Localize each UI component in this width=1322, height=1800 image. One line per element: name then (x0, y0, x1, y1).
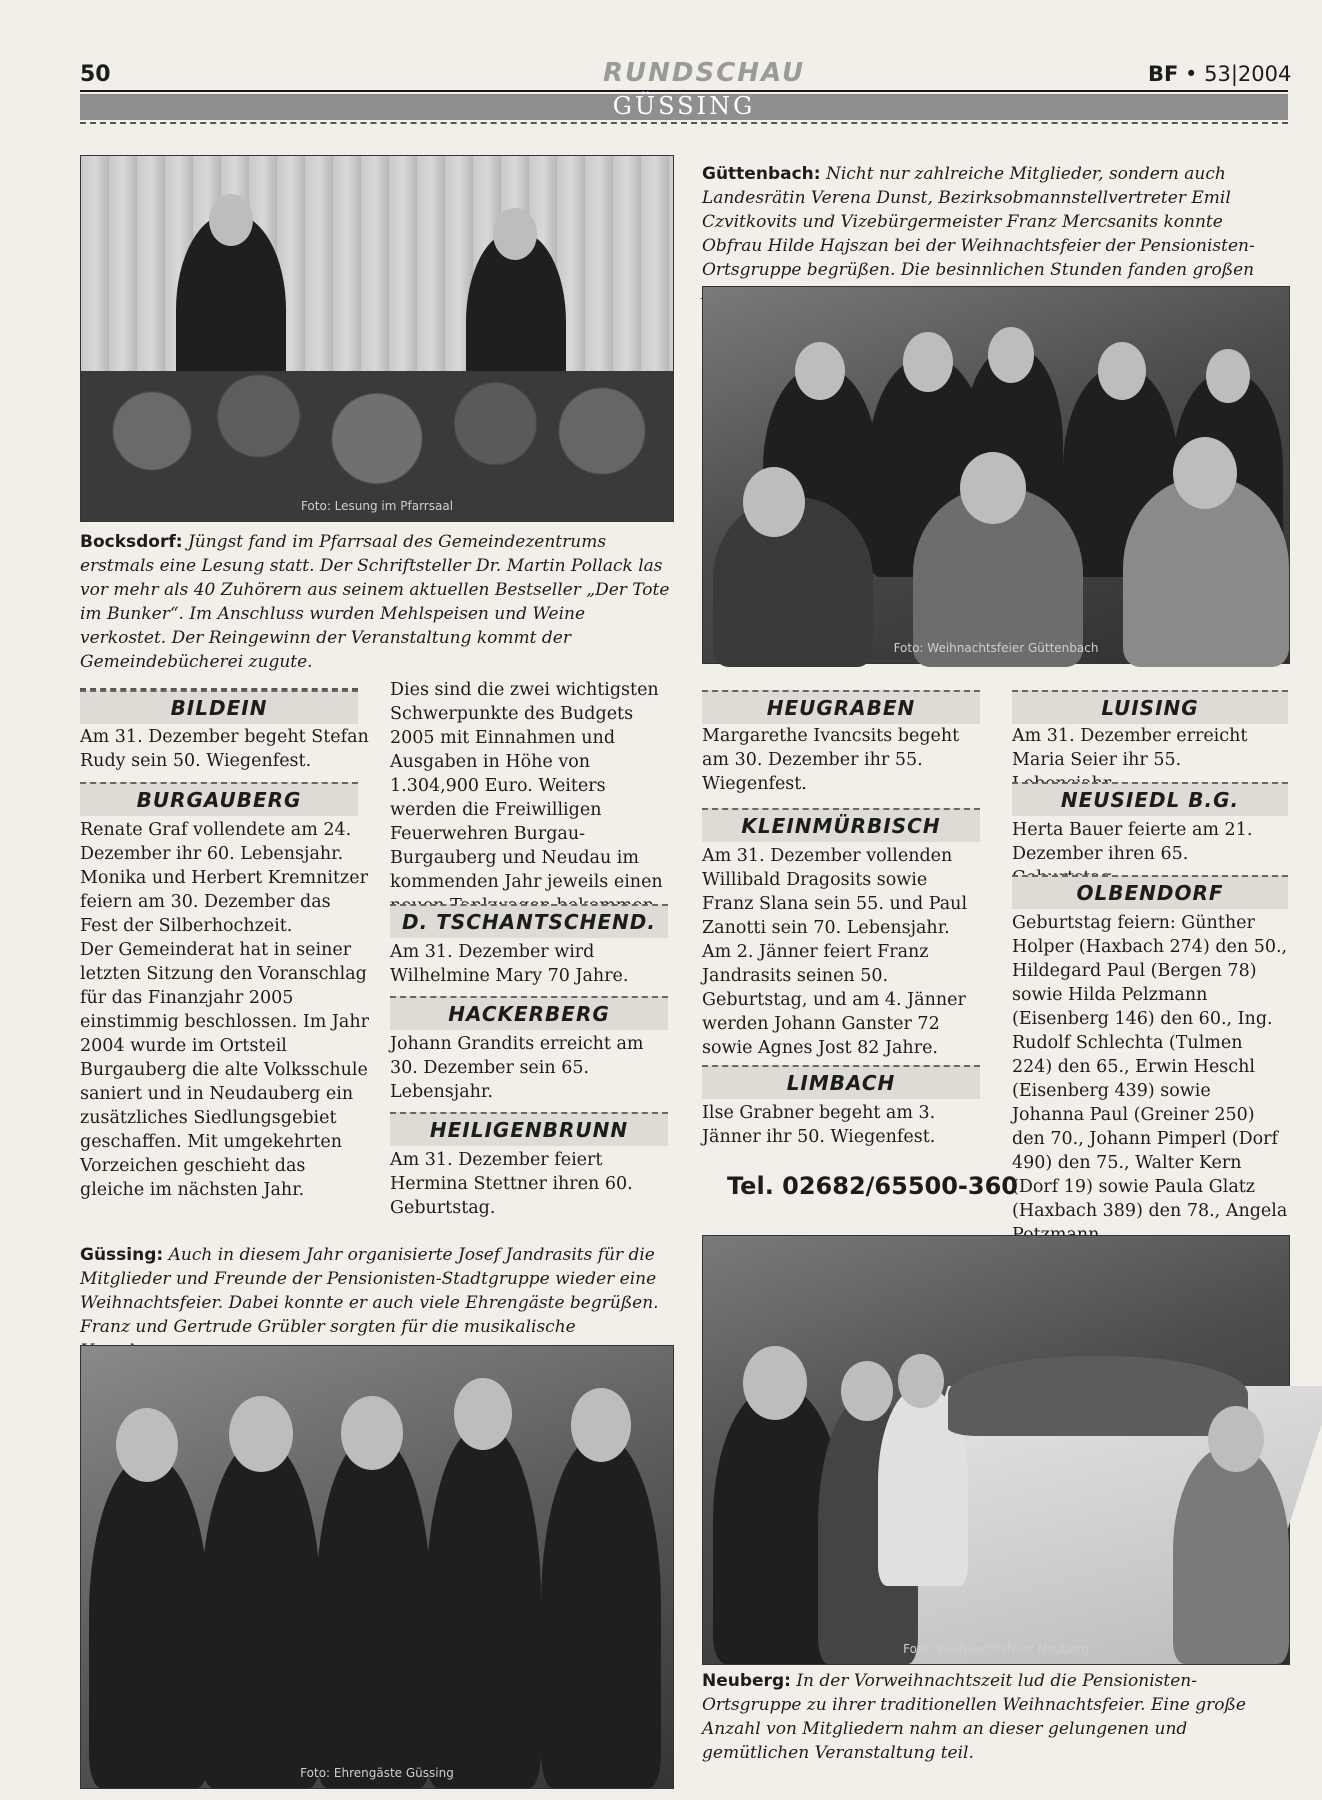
page-number: 50 (80, 62, 111, 87)
caption-neuberg-text: In der Vorweihnachtszeit lud die Pensionisten-Ortsgruppe zu ihrer traditionellen Weihnachtsfeier. Eine große Anzahl von Mitgliedern nahm an dieser gelungenen und gemütlichen Veranstaltung teil. (702, 1671, 1246, 1763)
caption-guessing-text: Auch in diesem Jahr organisierte Josef Jandrasits für die Mitglieder und Freunde der Pensionisten-Stadtgruppe wieder eine Weihnachtsfeier. Dabei konnte er auch viele Ehrengäste begrüßen. Franz und Gertrude Grübler sorgten für die musikalische (80, 1245, 659, 1337)
text-olbendorf: Geburtstag feiern: Günther Holper (Haxbach 274) den 50., Hildegard Paul (Bergen 78) sowie Hilda Pelzmann (Eisenberg 146) den 60., Ing. Rudolf Schlechta (Tulmen 224) den 65., Erwin Heschl (Eisenberg 439) sowie Johanna Paul (Greiner 250) den 70., Johann Pimperl (Dorf 490) den 75., Walter Kern (Dorf 19) sowie Paula Glatz (Haxbach 389) den 78., Angela (1012, 913, 1288, 1221)
caption-neuberg-place: Neuberg: (702, 1671, 791, 1691)
text-hackerberg: Johann Grandits erreicht am 30. Dezember sein 65. Lebensjahr. (390, 1034, 644, 1102)
text-neusiedl: Herta Bauer feierte am 21. Dezember ihren 65. (1012, 820, 1253, 864)
heading-kleinmuerbisch: KLEINMÜRBISCH (702, 808, 980, 842)
region-banner-title: GÜSSING (612, 92, 756, 120)
photo-guessing (80, 1345, 674, 1789)
text-kleinmuerbisch: Am 31. Dezember vollenden Willibald Dragosits sowie Franz Slana sein 55. und Paul Zanotti sein 70. Lebensjahr. Am 2. Jänner feiert Franz Jandrasits seinen 50. Geburtstag, und am 4. Jänner werden Johann Ganster 72 sowie Agnes Jost 82 Jahre. (702, 846, 968, 1058)
heading-hackerberg: HACKERBERG (390, 996, 668, 1030)
photo-neuberg (702, 1235, 1290, 1665)
caption-bocksdorf-text: Jüngst fand im Pfarrsaal des Gemeindezentrums erstmals eine Lesung statt. Der Schriftsteller Dr. Martin Pollack las vor mehr als 40 Zuhörern aus seinem aktuellen Bestseller „Der Tote im Bunker“. Im Anschluss wurden Mehlspeisen und Weine verkostet. Der Reingewinn der Veranstaltung kommt der Gemeindebücherei zugute. (80, 532, 670, 672)
text-burgauberg-continued: Dies sind die zwei wichtigsten Schwerpunkte des Budgets 2005 mit Einnahmen und Ausgaben in Höhe von 1.304,900 Euro. Weiters werden die Freiwilligen Feuerwehren Burgau-Burgauberg und Neudau im kommenden Jahr jeweils einen (390, 680, 663, 892)
caption-guettenbach-text: Nicht nur zahlreiche Mitglieder, sondern auch Landesrätin Verena Dunst, Bezirksobmannstellvertreter Emil Czvitkovits und Vizebürgermeister Franz Mercsanits konnte Obfrau Hilde Hajszan bei der Weihnachtsfeier der Pensionisten-Ortsgruppe begrüßen. Die besinnlichen Stunden fanden großen (702, 164, 1255, 280)
photo-guessing-label: Foto: Ehrengäste Güssing (300, 1766, 454, 1780)
telephone-number: Tel. 02682/65500-360 (727, 1172, 1018, 1200)
text-luising: Am 31. Dezember erreicht Maria Seier ihr 55. (1012, 726, 1248, 770)
photo-bocksdorf-label: Foto: Lesung im Pfarrsaal (300, 499, 454, 513)
heading-limbach: LIMBACH (702, 1065, 980, 1099)
text-burgauberg: Renate Graf vollendete am 24. Dezember ihr 60. Lebensjahr. Monika und Herbert Kremnitzer feiern am 30. Dezember das Fest der Silberhochzeit. Der Gemeinderat hat in seiner letzten Sitzung den Voranschlag für das Finanzjahr 2005 einstimmig beschlossen. Im Jahr 2004 wurde im Ortsteil Burgauberg die alte Volksschule saniert und in Neudauberg ein zusätzliches Siedlungsgebiet geschaffen. Mit umgekehrten Vorzeichen geschieht das gleiche im nächsten Jahr. (80, 820, 369, 1200)
caption-guettenbach (702, 162, 1288, 306)
heading-luising: LUISING (1012, 690, 1288, 724)
photo-bocksdorf (80, 155, 674, 522)
text-bildein: Am 31. Dezember begeht Stefan Rudy sein 50. Wiegenfest. (80, 727, 369, 771)
photo-guettenbach-label: Foto: Weihnachtsfeier Güttenbach (893, 641, 1099, 655)
heading-burgauberg: BURGAUBERG (80, 782, 358, 816)
banner-dash-rule (80, 122, 1288, 124)
text-heiligenbrunn: Am 31. Dezember feiert Hermina Stettner ihren 60. Geburtstag. (390, 1150, 633, 1218)
heading-tschantschend: D. TSCHANTSCHEND. (390, 904, 668, 938)
heading-heiligenbrunn: HEILIGENBRUNN (390, 1112, 668, 1146)
photo-neuberg-label: Foto: Weihnachtsfeier Neuberg (903, 1642, 1089, 1656)
text-tschantschend: Am 31. Dezember wird Wilhelmine Mary 70 Jahre. (390, 942, 629, 986)
text-heugraben: Margarethe Ivancsits begeht am 30. Dezember ihr 55. Wiegenfest. (702, 726, 960, 794)
heading-heugraben: HEUGRABEN (702, 690, 980, 724)
caption-guettenbach-place: Güttenbach: (702, 164, 821, 184)
caption-bocksdorf-place: Bocksdorf: (80, 532, 183, 552)
heading-neusiedl: NEUSIEDL B.G. (1012, 782, 1288, 816)
caption-guessing-place: Güssing: (80, 1245, 164, 1265)
heading-bildein: BILDEIN (80, 690, 358, 724)
issue-separator: • (1185, 62, 1198, 86)
issue-brand: BF (1148, 62, 1179, 86)
text-limbach: Ilse Grabner begeht am 3. Jänner ihr 50. Wiegenfest. (702, 1103, 936, 1147)
heading-olbendorf: OLBENDORF (1012, 875, 1288, 909)
caption-neuberg (702, 1669, 1288, 1765)
issue-number: 53|2004 (1204, 62, 1292, 86)
photo-guettenbach (702, 286, 1290, 664)
section-title: RUNDSCHAU (603, 58, 806, 88)
issue-label (1148, 62, 1291, 86)
caption-bocksdorf (80, 530, 672, 674)
